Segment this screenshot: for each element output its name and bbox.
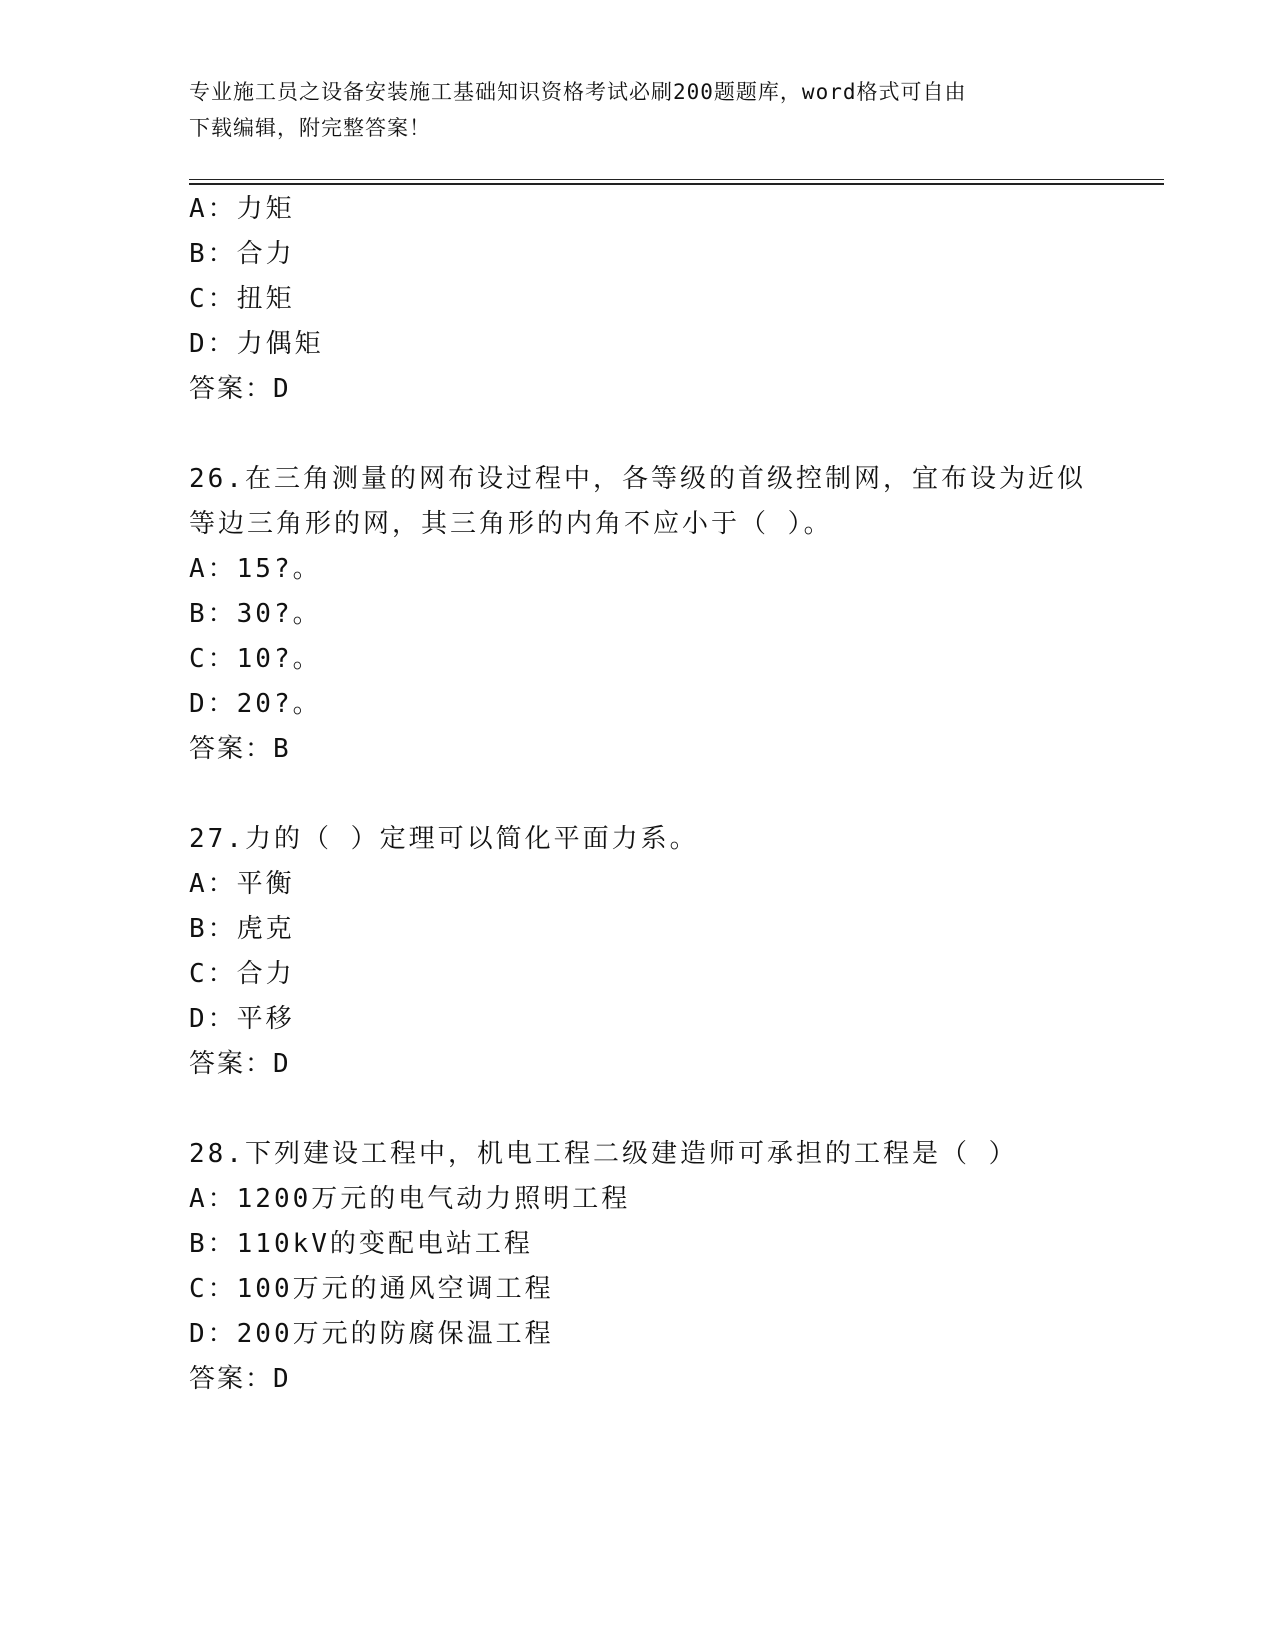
q26-option-b: B：30?。	[189, 599, 322, 629]
header-line-2: 下载编辑，附完整答案！	[189, 116, 431, 140]
q27-option-b: B：虎克	[189, 914, 295, 944]
header-line-1: 专业施工员之设备安装施工基础知识资格考试必刷200题题库，word格式可自由	[189, 80, 967, 104]
q25-answer: 答案：D	[189, 374, 291, 404]
q28-stem-line-1: 28.下列建设工程中，机电工程二级建造师可承担的工程是（ ）	[189, 1139, 1018, 1169]
q26-option-a: A：15?。	[189, 554, 322, 584]
q28-option-d: D：200万元的防腐保温工程	[189, 1319, 554, 1349]
q27-option-c: C：合力	[189, 959, 295, 989]
q28-option-a: A：1200万元的电气动力照明工程	[189, 1184, 631, 1214]
q27-answer: 答案：D	[189, 1049, 291, 1079]
q25-option-b: B：合力	[189, 239, 295, 269]
q26-option-d: D：20?。	[189, 689, 322, 719]
q25-option-d: D：力偶矩	[189, 329, 324, 359]
q28-option-c: C：100万元的通风空调工程	[189, 1274, 554, 1304]
q27-stem-line-1: 27.力的（ ）定理可以简化平面力系。	[189, 824, 699, 854]
q28-answer: 答案：D	[189, 1364, 291, 1394]
document-header	[189, 74, 1089, 146]
q27-option-a: A：平衡	[189, 869, 295, 899]
q25-option-a: A：力矩	[189, 194, 295, 224]
header-divider-thin	[189, 179, 1164, 180]
q26-stem-line-2: 等边三角形的网，其三角形的内角不应小于（ ）。	[189, 509, 833, 539]
q25-option-c: C：扭矩	[189, 284, 295, 314]
q27-option-d: D：平移	[189, 1004, 295, 1034]
q26-answer: 答案：B	[189, 734, 291, 764]
header-divider-thick	[189, 183, 1164, 185]
q28-option-b: B：110kV的变配电站工程	[189, 1229, 533, 1259]
q26-option-c: C：10?。	[189, 644, 322, 674]
q26-stem-line-1: 26.在三角测量的网布设过程中，各等级的首级控制网，宜布设为近似	[189, 464, 1086, 494]
